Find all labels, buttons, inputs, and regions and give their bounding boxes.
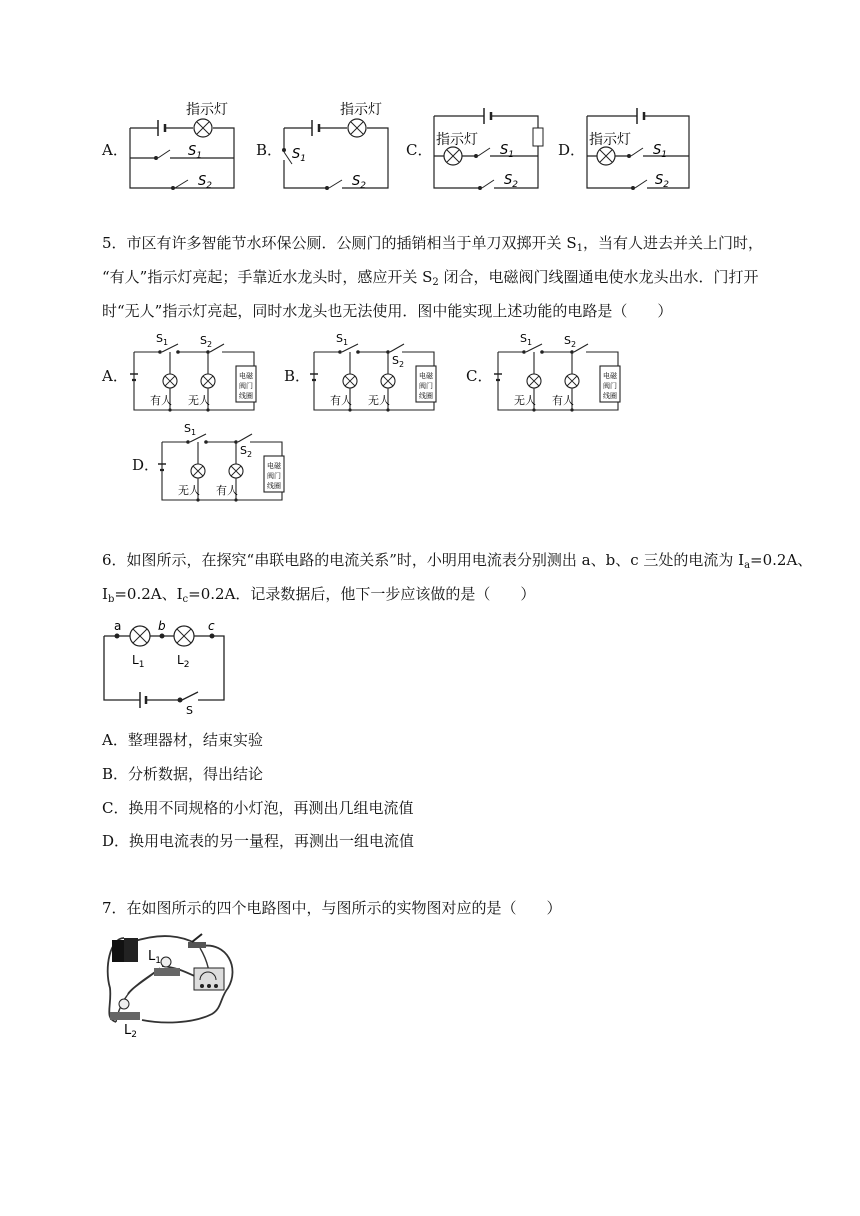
svg-text:S1: $S_1$ bbox=[188, 144, 202, 161]
q6-series-circuit-figure bbox=[100, 620, 230, 715]
q6-stem-line-1: 6．如图所示，在探究“串联电路的电流关系”时，小明用电流表分别测出 a、b、c 三处的电流为 $I_a=0.2A$、 bbox=[102, 551, 813, 571]
valve-label: 阀门 bbox=[267, 472, 281, 480]
q4-circuit-c bbox=[432, 100, 547, 192]
q5-circuit-d bbox=[158, 420, 298, 505]
q5-option-a-label: A． bbox=[102, 367, 128, 385]
switch-label: $S_1$ bbox=[184, 422, 197, 437]
q7-stem-line-1: 7．在如图所示的四个电路图中，与图所示的实物图对应的是（ ） bbox=[102, 899, 562, 917]
svg-text:L1: $L_1$ bbox=[132, 653, 145, 670]
valve-label: 线圈 bbox=[419, 392, 433, 400]
svg-text:指示灯: 指示灯 bbox=[340, 102, 382, 118]
lamp-label: 无人 bbox=[188, 394, 210, 407]
svg-text:L2: $L_2$ bbox=[177, 653, 190, 670]
svg-text:S: S bbox=[186, 704, 193, 717]
svg-text:S1: $S_1$ bbox=[500, 143, 514, 160]
lamp-label: 无人 bbox=[514, 394, 536, 407]
svg-text:S1: $S_1$ bbox=[653, 143, 667, 160]
valve-label: 电磁 bbox=[239, 372, 253, 380]
q4-a-lamp-label: 指示灯 bbox=[186, 102, 228, 118]
valve-label: 电磁 bbox=[603, 372, 617, 380]
q5-stem-line-2: “有人”指示灯亮起；手靠近水龙头时，感应开关 $S_2$ 闭合，电磁阀门线圈通电使水龙头出水．门打开 bbox=[102, 268, 759, 288]
svg-text:c: c bbox=[208, 619, 215, 633]
svg-text:指示灯: 指示灯 bbox=[589, 132, 631, 148]
q6-stem-line-2: $I_b=0.2A$、$I_c=0.2A$．记录数据后，他下一步应该做的是（ ） bbox=[102, 585, 536, 605]
svg-text:S1: $S_1$ bbox=[292, 147, 306, 164]
lamp-label: 有人 bbox=[552, 394, 574, 407]
svg-text:b: b bbox=[158, 619, 166, 633]
svg-text:S2: $S_2$ bbox=[352, 174, 366, 191]
switch-label: $S_2$ bbox=[240, 444, 253, 459]
valve-label: 阀门 bbox=[603, 382, 617, 390]
q5-circuit-b bbox=[310, 330, 450, 415]
svg-text:S2: $S_2$ bbox=[655, 173, 669, 190]
q5-option-d-label: D． bbox=[132, 456, 160, 474]
q6-option-c: C．换用不同规格的小灯泡，再测出几组电流值 bbox=[102, 799, 414, 817]
svg-text:S2: $S_2$ bbox=[504, 173, 518, 190]
q5-circuit-a bbox=[130, 330, 270, 415]
switch-label: $S_2$ bbox=[200, 334, 213, 349]
valve-label: 电磁 bbox=[267, 462, 281, 470]
q6-option-a: A．整理器材，结束实验 bbox=[102, 731, 263, 749]
lamp-label: 有人 bbox=[330, 394, 352, 407]
switch-label: $S_2$ bbox=[564, 334, 577, 349]
svg-text:指示灯: 指示灯 bbox=[436, 132, 478, 148]
valve-label: 阀门 bbox=[419, 382, 433, 390]
svg-text:S2: $S_2$ bbox=[198, 174, 212, 191]
valve-label: 电磁 bbox=[419, 372, 433, 380]
switch-label: $S_1$ bbox=[520, 332, 533, 347]
svg-text:L1: $L_1$ bbox=[148, 949, 161, 966]
q5-stem-line-1: 5．市区有许多智能节水环保公厕．公厕门的插销相当于单刀双掷开关 $S_1$，当有人进去并关上门时， bbox=[102, 234, 763, 254]
q5-option-c-label: C． bbox=[466, 367, 493, 385]
valve-label: 阀门 bbox=[239, 382, 253, 390]
lamp-label: 无人 bbox=[178, 484, 200, 497]
switch-label: $S_1$ bbox=[336, 332, 349, 347]
q4-circuit-b bbox=[282, 100, 392, 192]
q6-option-d: D．换用电流表的另一量程，再测出一组电流值 bbox=[102, 832, 415, 850]
svg-text:a: a bbox=[114, 619, 122, 633]
q5-circuit-c bbox=[494, 330, 634, 415]
q7-physical-circuit-photo bbox=[102, 928, 237, 1040]
q5-option-b-label: B． bbox=[284, 367, 311, 385]
q4-option-c-label: C． bbox=[406, 141, 433, 159]
switch-label: $S_2$ bbox=[392, 354, 405, 369]
valve-label: 线圈 bbox=[239, 392, 253, 400]
q4-option-a-label: A． bbox=[102, 141, 128, 159]
lamp-label: 有人 bbox=[216, 484, 238, 497]
switch-label: $S_1$ bbox=[156, 332, 169, 347]
q6-option-b: B．分析数据，得出结论 bbox=[102, 765, 264, 783]
valve-label: 线圈 bbox=[267, 482, 281, 490]
q5-stem-line-3: 时“无人”指示灯亮起，同时水龙头也无法使用．图中能实现上述功能的电路是（ ） bbox=[102, 302, 673, 320]
valve-label: 线圈 bbox=[603, 392, 617, 400]
q4-option-b-label: B． bbox=[256, 141, 283, 159]
q4-circuit-a bbox=[128, 100, 238, 192]
svg-text:L2: $L_2$ bbox=[124, 1023, 137, 1040]
lamp-label: 无人 bbox=[368, 394, 390, 407]
q4-circuit-d bbox=[585, 100, 695, 192]
lamp-label: 有人 bbox=[150, 394, 172, 407]
q4-option-d-label: D． bbox=[558, 141, 586, 159]
